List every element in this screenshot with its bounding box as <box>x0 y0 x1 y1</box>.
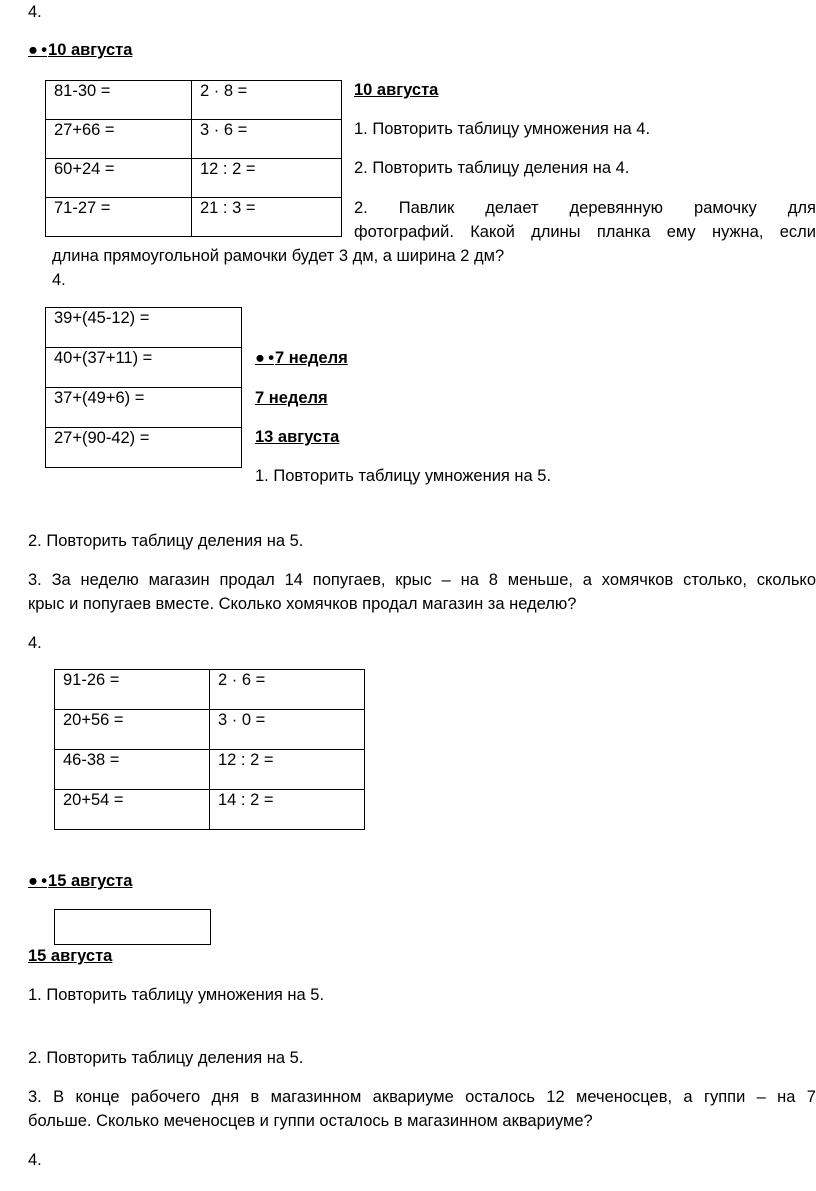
table-cell: 12 : 2 = <box>192 159 342 198</box>
table-cell: 46-38 = <box>55 750 210 790</box>
bullet-heading-aug10: ● • 10 августа <box>28 40 132 60</box>
table-cell: 71-27 = <box>46 198 192 237</box>
table-cell: 91-26 = <box>55 670 210 710</box>
exercise-table-2 <box>45 307 242 468</box>
exercise-table-3 <box>54 669 365 830</box>
task-3-line-2: крыс и попугаев вместе. Сколько хомячков продал магазин за неделю? <box>28 595 577 613</box>
task-3-line-1: 3. В конце рабочего дня в магазинном аквариуме осталось 12 меченосцев, а гуппи – на 7 <box>28 1088 816 1106</box>
table-cell: 20+56 = <box>55 710 210 750</box>
table-cell: 3 · 0 = <box>210 710 365 750</box>
table-cell: 27+(90-42) = <box>46 428 242 468</box>
bullet-heading-aug15: ● • 15 августа <box>28 871 132 891</box>
task-2: 2. Повторить таблицу деления на 4. <box>354 159 630 177</box>
heading-aug10: 10 августа <box>354 81 439 99</box>
bullet-heading-week7: ● • 7 неделя <box>255 348 348 368</box>
heading-aug13: 13 августа <box>255 428 340 446</box>
table-cell: 21 : 3 = <box>192 198 342 237</box>
table-cell: 37+(49+6) = <box>46 388 242 428</box>
table-cell: 20+54 = <box>55 790 210 830</box>
section2-number: 4. <box>28 634 42 652</box>
task-2: 2. Повторить таблицу деления на 5. <box>28 1049 304 1067</box>
top-number: 4. <box>28 3 42 21</box>
heading-week7: 7 неделя <box>255 389 328 407</box>
heading-aug15: 15 августа <box>28 947 113 965</box>
table-cell: 81-30 = <box>46 81 192 120</box>
table-cell: 2 · 8 = <box>192 81 342 120</box>
section1-number: 4. <box>52 271 66 289</box>
task-1: 1. Повторить таблицу умножения на 5. <box>28 986 325 1004</box>
table-cell: 14 : 2 = <box>210 790 365 830</box>
table-cell: 60+24 = <box>46 159 192 198</box>
task-2: 2. Повторить таблицу деления на 5. <box>28 532 304 550</box>
table-cell: 39+(45-12) = <box>46 308 242 348</box>
task-3-line-3: длина прямоугольной рамочки будет 3 дм, а ширина 2 дм? <box>52 247 505 265</box>
task-3-line-2: фотографий. Какой длины планка ему нужна, если <box>354 223 816 241</box>
table-cell: 27+66 = <box>46 120 192 159</box>
table-cell: 2 · 6 = <box>210 670 365 710</box>
empty-box <box>54 909 211 945</box>
section4-number: 4. <box>28 1151 42 1169</box>
task-1: 1. Повторить таблицу умножения на 4. <box>354 120 651 138</box>
exercise-table-1 <box>45 80 342 237</box>
task-1: 1. Повторить таблицу умножения на 5. <box>255 467 552 485</box>
task-3-line-1: 2. Павлик делает деревянную рамочку для <box>354 199 816 217</box>
task-3-line-2: больше. Сколько меченосцев и гуппи осталось в магазинном аквариуме? <box>28 1112 593 1130</box>
task-3-line-1: 3. За неделю магазин продал 14 попугаев, крыс – на 8 меньше, а хомячков столько, сколько <box>28 571 816 589</box>
table-cell: 12 : 2 = <box>210 750 365 790</box>
table-cell: 3 · 6 = <box>192 120 342 159</box>
table-cell: 40+(37+11) = <box>46 348 242 388</box>
